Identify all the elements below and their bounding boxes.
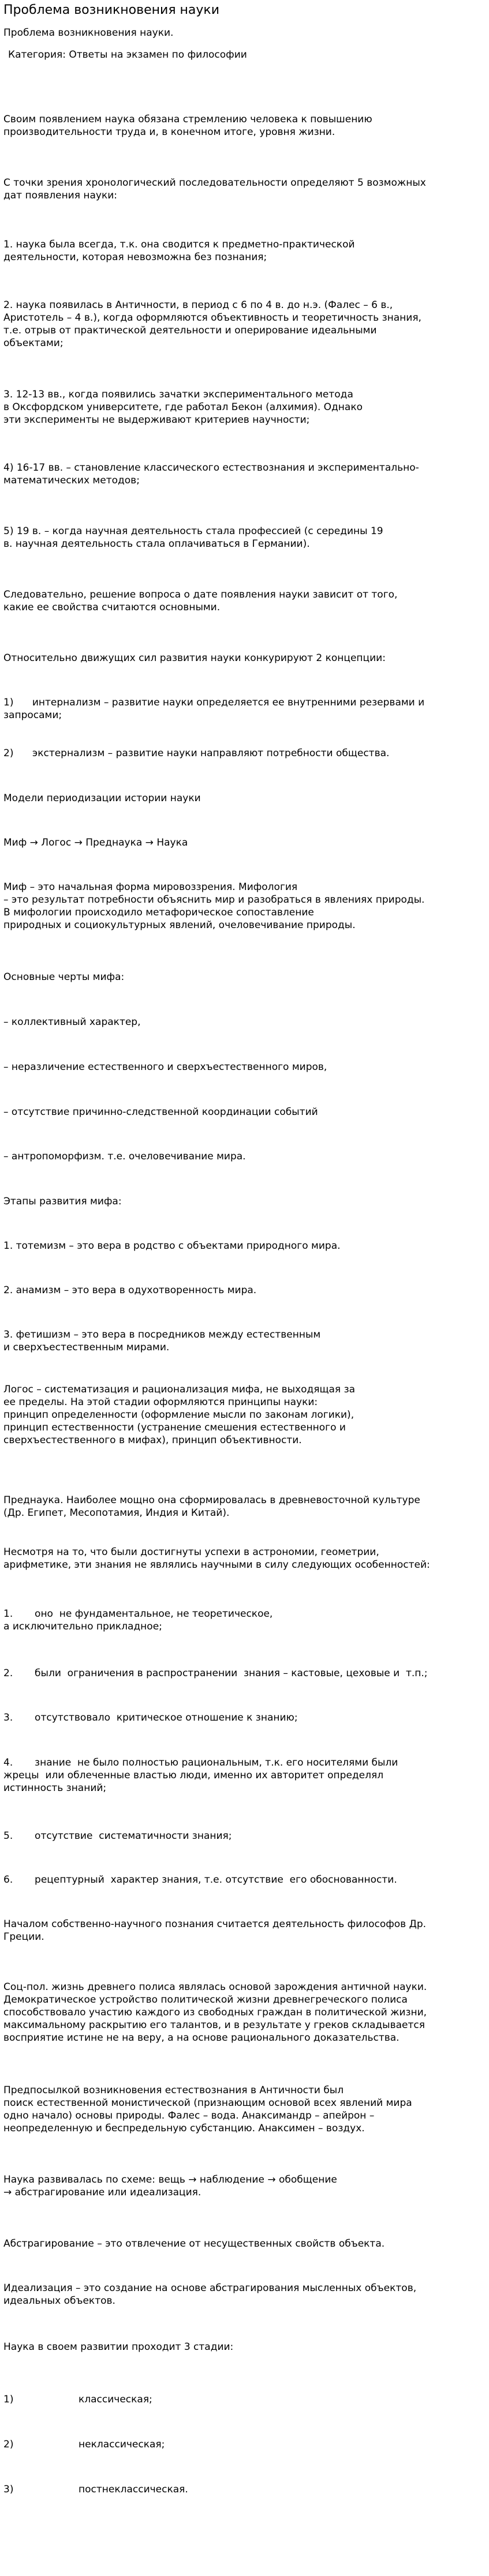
feature-item: 4. знание не было полностью рациональным, т.к. его носителями были жрецы или облеченные властью люди, именно их авторитет определял истинность знаний;	[3, 1757, 398, 1794]
paragraph: Предпосылкой возникновения естествознания в Античности был поиск естественной монистической (признающим основой всех явлений мира одно начало) основы природы. Фалес – вода. Анаксимандр – апейрон – неопределенную и беспредельную субстанцию. Анаксимен – воздух.	[3, 2085, 412, 2134]
paragraph: Идеализация – это создание на основе абстрагирования мысленных объектов, идеальных объектов.	[3, 2282, 417, 2307]
stage-item	[3, 2393, 486, 2406]
list-item: – коллективный характер,	[3, 1016, 141, 1028]
concept-item: 1) интернализм – развитие науки определяется ее внутренними резервами и запросами;	[3, 697, 425, 721]
stage-item	[3, 2438, 486, 2451]
concept-item: 2) экстернализм – развитие науки направляют потребности общества.	[3, 748, 390, 759]
paragraph: Абстрагирование – это отвлечение от несущественных свойств объекта.	[3, 2238, 385, 2250]
paragraph: Относительно движущих сил развития науки конкурируют 2 концепции:	[3, 652, 386, 664]
stage-number: 2)	[3, 2439, 14, 2450]
list-item: – отсутствие причинно-следственной координации событий	[3, 1106, 318, 1118]
feature-item: 5. отсутствие систематичности знания;	[3, 1830, 232, 1842]
paragraph: 1. наука была всегда, т.к. она сводится к предметно-практической деятельности, которая невозможна без познания;	[3, 239, 355, 263]
stage-number: 3)	[3, 2484, 14, 2495]
paragraph: 2. наука появилась в Античности, в период с 6 по 4 в. до н.э. (Фалес – 6 в., Аристотель – 4 в.), когда оформляются объективность и теоретичность знания, т.е. отрыв от практической деятельности и оперирование идеальными объектами;	[3, 299, 421, 349]
feature-item: 2. были ограничения в распространении знания – кастовые, цеховые и т.п.;	[3, 1668, 428, 1679]
feature-item: 3. отсутствовало критическое отношение к знанию;	[3, 1712, 298, 1723]
stage-label: неклассическая;	[79, 2439, 165, 2450]
paragraph: Модели периодизации истории науки	[3, 793, 201, 804]
paragraph: Миф → Логос → Преднаука → Наука	[3, 837, 188, 848]
paragraph: Этапы развития мифа:	[3, 1196, 122, 1207]
list-item: – антропоморфизм. т.е. очеловечивание мира.	[3, 1151, 246, 1162]
paragraph: Наука в своем развитии проходит 3 стадии:	[3, 2341, 234, 2353]
page-title: Проблема возникновения науки	[3, 3, 220, 17]
category-line: Категория: Ответы на экзамен по философии	[8, 49, 247, 61]
paragraph: Миф – это начальная форма мировоззрения. Мифология – это результат потребности объяснить мир и разобраться в явлениях природы. В мифологии происходило метафорическое сопоставление природных и социокультурных явлений, очеловечивание природы.	[3, 881, 425, 931]
paragraph: Соц-пол. жизнь древнего полиса являлась основой зарождения античной науки. Демократическое устройство политической жизни древнегреческого полиса способствовало участию каждого из свободных граждан в политической жизни, максимальному раскрытию его талантов, и в результате у греков складывается восприятие истине не на веру, а на основе рационального доказательства.	[3, 1981, 427, 2044]
paragraph: 5) 19 в. – когда научная деятельность стала профессией (с середины 19 в. научная деятельность стала оплачиваться в Германии).	[3, 525, 383, 550]
article-subtitle: Проблема возникновения науки.	[3, 27, 174, 39]
list-item: 3. фетишизм – это вера в посредников между естественным и сверхъестественным мирами.	[3, 1329, 321, 1353]
paragraph: 3. 12-13 вв., когда появились зачатки экспериментального метода в Оксфордском университете, где работал Бекон (алхимия). Однако эти эксперименты не выдерживают критериев научности;	[3, 389, 363, 426]
paragraph: Несмотря на то, что были достигнуты успехи в астрономии, геометрии, арифметике, эти знания не являлись научными в силу следующих особенностей:	[3, 1546, 430, 1571]
paragraph: Своим появлением наука обязана стремлению человека к повышению производительности труда и, в конечном итоге, уровня жизни.	[3, 114, 372, 138]
paragraph: Логос – систематизация и рационализация мифа, не выходящая за ее пределы. На этой стадии оформляются принципы науки: принцип определенности (оформление мысли по законам логики), принцип естественности (устранение смешения естественного и сверхъестественного в мифах), принцип объективности.	[3, 1384, 356, 1446]
stage-label: постнеклассическая.	[79, 2484, 188, 2495]
feature-item: 6. рецептурный характер знания, т.е. отсутствие его обоснованности.	[3, 1874, 397, 1886]
stage-label: классическая;	[79, 2394, 152, 2405]
stage-item	[3, 2483, 486, 2496]
paragraph: Началом собственно-научного познания считается деятельность философов Др. Греции.	[3, 1918, 427, 1943]
feature-item: 1. оно не фундаментальное, не теоретическое, а исключительно прикладное;	[3, 1608, 273, 1632]
paragraph: С точки зрения хронологический последовательности определяют 5 возможных дат появления науки:	[3, 177, 426, 201]
list-item: 2. анамизм – это вера в одухотворенность мира.	[3, 1285, 257, 1296]
paragraph: Основные черты мифа:	[3, 971, 125, 983]
paragraph: Наука развивалась по схеме: вещь → наблюдение → обобщение → абстрагирование или идеализация.	[3, 2174, 337, 2198]
paragraph: Следовательно, решение вопроса о дате появления науки зависит от того, какие ее свойства считаются основными.	[3, 589, 398, 613]
paragraph: 4) 16-17 вв. – становление классического естествознания и экспериментально- математических методов;	[3, 462, 419, 486]
paragraph: Преднаука. Наиболее мощно она сформировалась в древневосточной культуре (Др. Египет, Месопотамия, Индия и Китай).	[3, 1494, 420, 1519]
list-item: 1. тотемизм – это вера в родство с объектами природного мира.	[3, 1240, 341, 1252]
stage-number: 1)	[3, 2394, 14, 2405]
list-item: – неразличение естественного и сверхъестественного миров,	[3, 1061, 327, 1073]
